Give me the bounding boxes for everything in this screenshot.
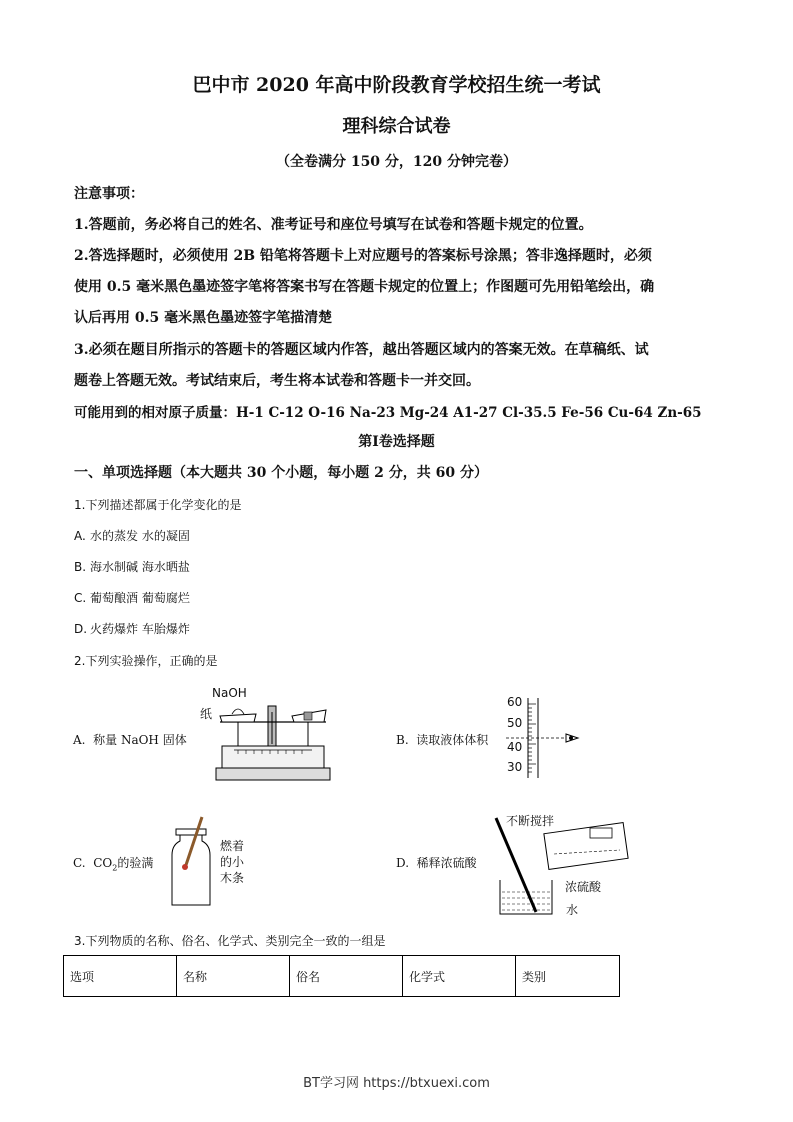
table-header-cell: 俗名 (290, 956, 403, 997)
tick-40: 40 (507, 740, 523, 754)
q2-option-b: B. 读取液体体积 (396, 733, 489, 747)
score-note: （全卷满分 150 分，120 分钟完卷） (275, 154, 518, 170)
notice-item: 认后再用 0.5 毫米黑色墨迹签字笔描清楚 (74, 310, 333, 326)
q2-option-c: C. $CO_2$的验满 (73, 856, 154, 873)
notice-heading: 注意事项： (74, 186, 144, 202)
q3-table (63, 955, 620, 997)
gas-bottle (168, 815, 218, 910)
notice-item: 1.答题前，务必将自己的姓名、准考证号和座位号填写在试卷和答题卡规定的位置。 (74, 217, 593, 233)
q2-option-a: A. 称量 NaOH 固体 (73, 733, 187, 747)
paper-label: 纸 (200, 707, 213, 721)
q1-stem: 1.下列描述都属于化学变化的是 (74, 498, 242, 512)
notice-item: 3.必须在题目所指示的答题卡的答题区域内作答，越出答题区域内的答案无效。在草稿纸、试 (74, 342, 649, 358)
naoh-label: NaOH (212, 686, 247, 700)
exam-title: 巴中市 2020 年高中阶段教育学校招生统一考试 (192, 74, 601, 96)
q1-option-a: A. 水的蒸发 水的凝固 (74, 529, 190, 543)
tick-60: 60 (507, 695, 523, 709)
section-title: 第Ⅰ卷选择题 (358, 434, 435, 450)
table-header-cell: 化学式 (403, 956, 516, 997)
q1-option-b: B. 海水制碱 海水晒盐 (74, 560, 190, 574)
notice-item: 2.答选择题时，必须使用 2B 铅笔将答题卡上对应题号的答案标号涂黑；答非逸择题时，必须 (74, 248, 652, 264)
table-header-cell: 名称 (177, 956, 290, 997)
footer-watermark: BT学习网 https://btxuexi.com (303, 1076, 490, 1091)
stir-label: 不断搅拌 (506, 814, 555, 828)
q2-option-d: D. 稀释浓硫酸 (396, 856, 477, 870)
notice-item: 题卷上答题无效。考试结束后，考生将本试卷和答题卡一并交回。 (74, 373, 480, 389)
q1-option-d: D. 火药爆炸 车胎爆炸 (74, 622, 190, 636)
bottle-figure (168, 815, 218, 910)
notice-item: 使用 0.5 毫米黑色墨迹签字笔将答案书写在答题卡规定的位置上；作图题可先用铅笔绘出，确 (74, 279, 655, 295)
q1-option-c: C. 葡萄酿酒 葡萄腐烂 (74, 591, 190, 605)
acid-label: 浓硫酸 (565, 880, 602, 894)
table-header-cell: 类别 (516, 956, 620, 997)
table-header-cell: 选项 (64, 956, 177, 997)
tick-50: 50 (507, 716, 523, 730)
exam-subtitle: 理科综合试卷 (342, 116, 451, 137)
part-title: 一、单项选择题（本大题共 30 个小题，每小题 2 分，共 60 分） (74, 465, 488, 481)
water-label: 水 (566, 903, 579, 917)
burning-stick-label: 燃着 的小 木条 (220, 839, 245, 885)
table-header-row (64, 956, 620, 997)
tick-30: 30 (507, 760, 523, 774)
q3-stem: 3.下列物质的名称、俗名、化学式、类别完全一致的一组是 (74, 934, 386, 948)
q2-stem: 2.下列实验操作，正确的是 (74, 654, 218, 668)
atomic-mass-line: 可能用到的相对原子质量：H-1 C-12 O-16 Na-23 Mg-24 A1-27 Cl-35.5 Fe-56 Cu-64 Zn-65 (74, 405, 702, 421)
